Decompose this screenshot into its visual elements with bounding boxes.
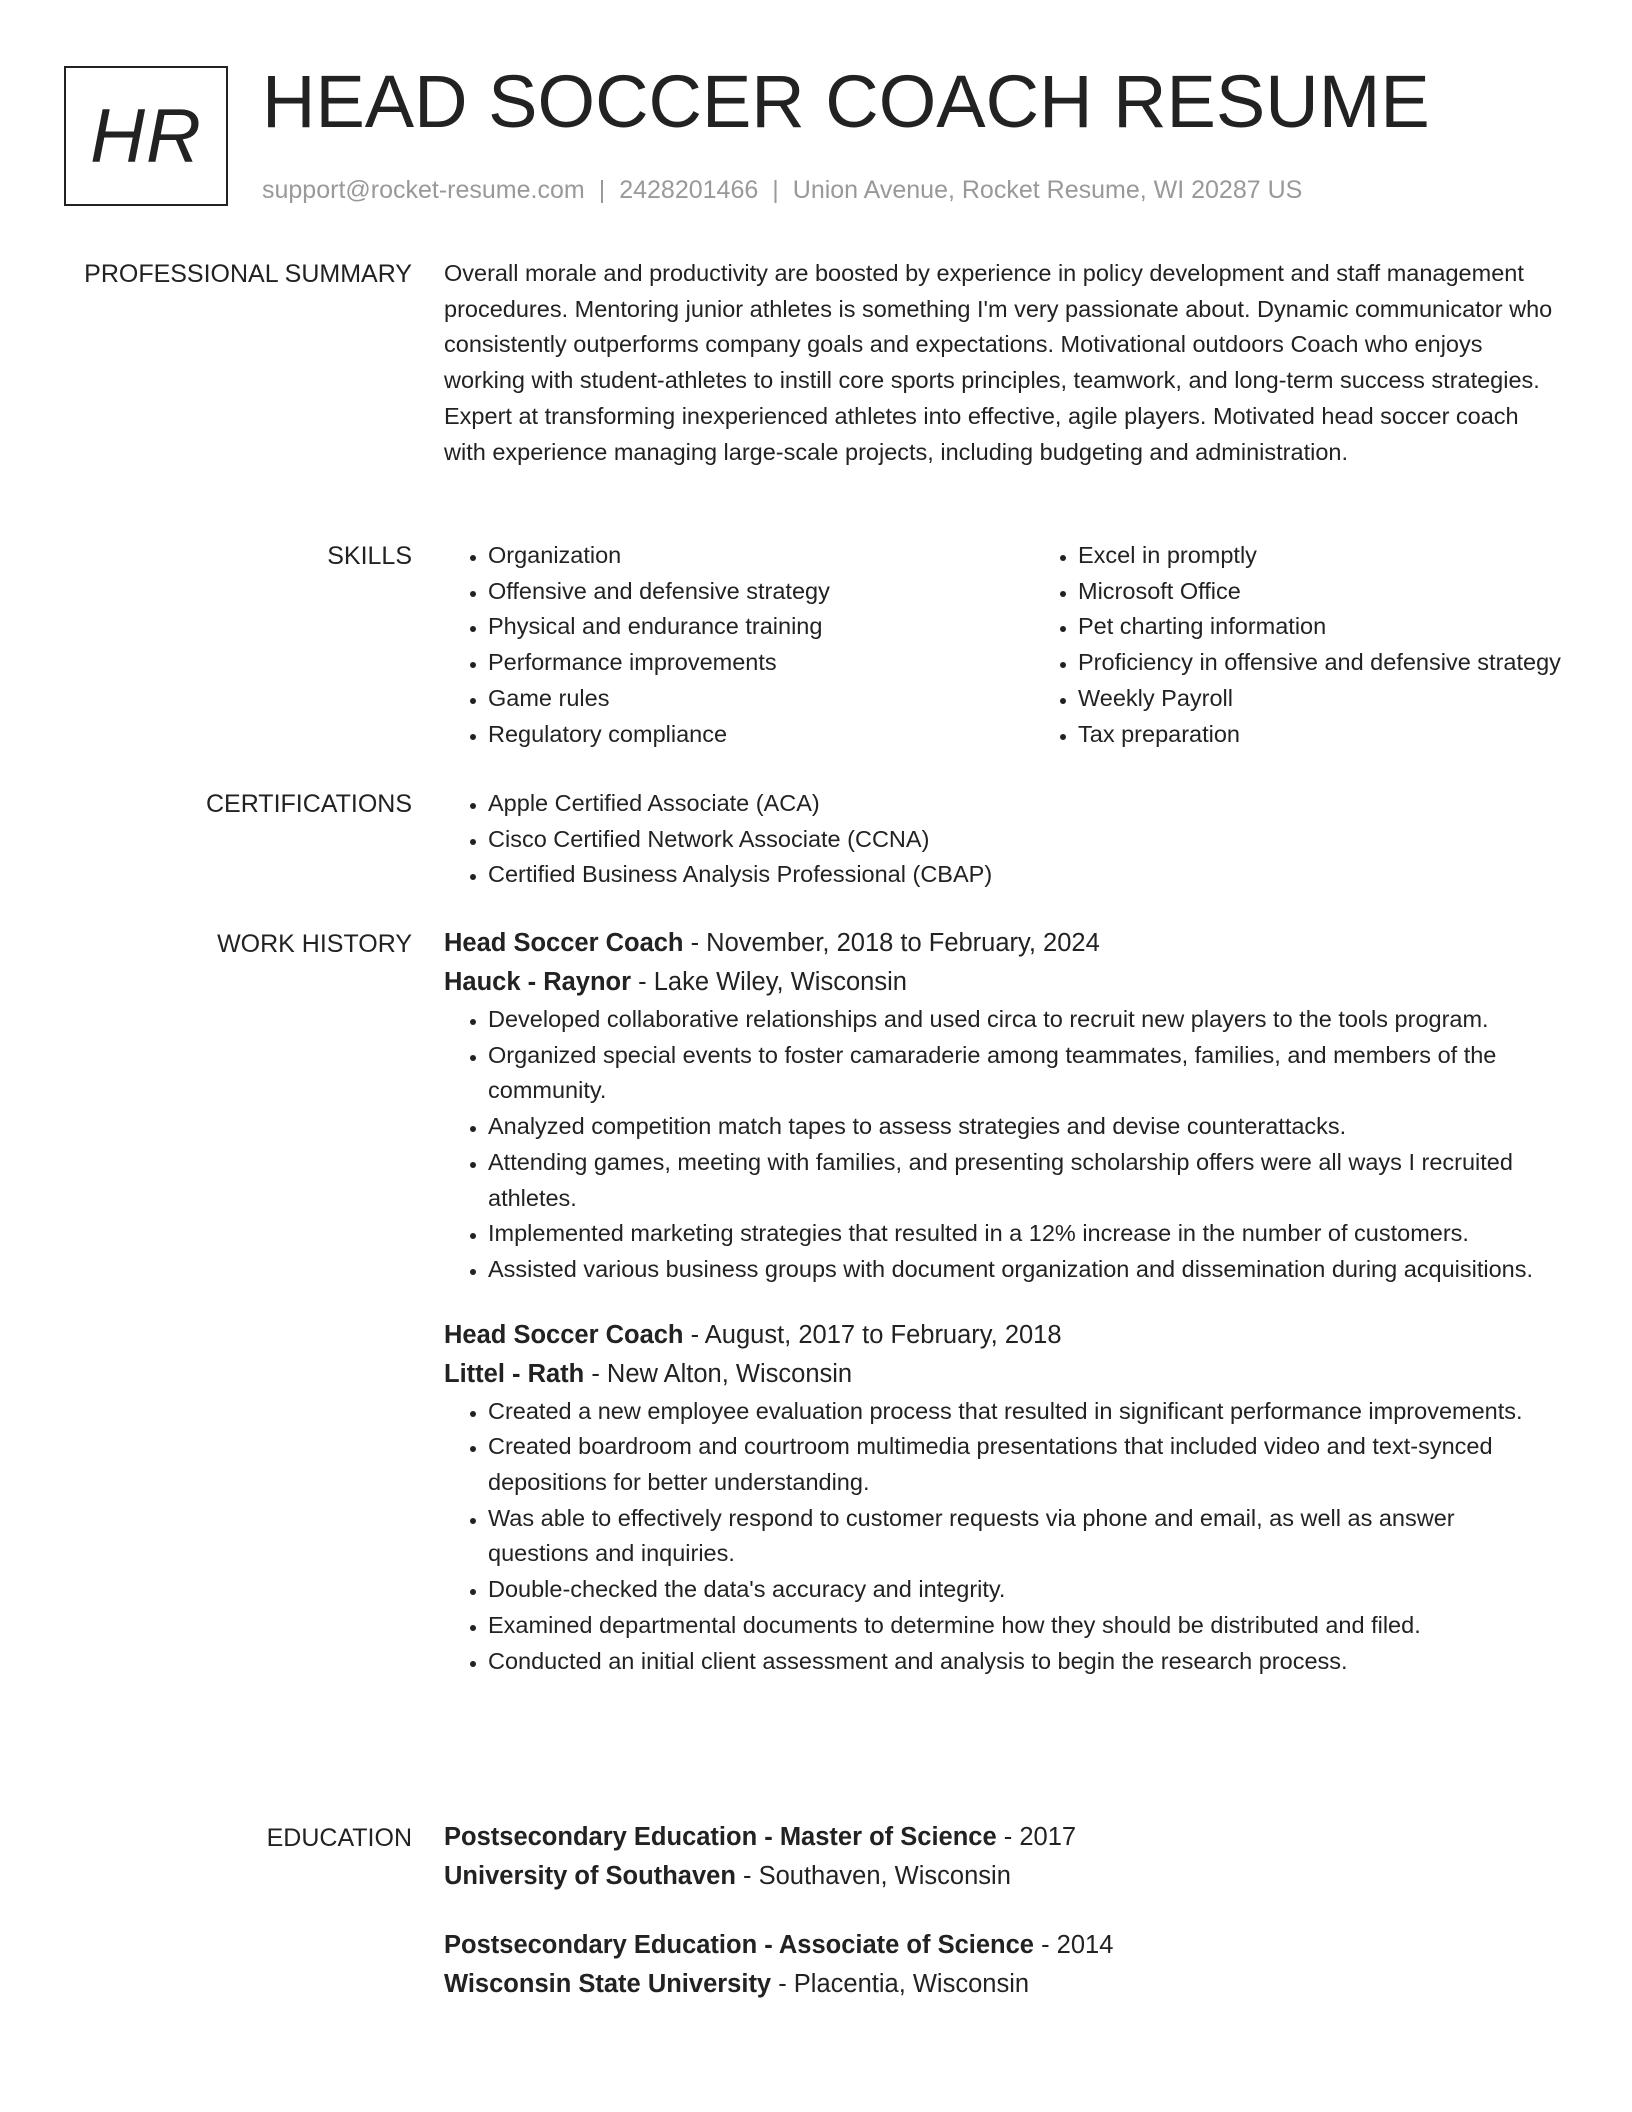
skill-item: • Performance improvements [488,645,1034,681]
job-company: Littel - Rath [444,1359,585,1388]
skill-item: • Pet charting information [1078,609,1632,645]
job-bullet: • Developed collaborative relationships and used circa to recruit new players to the tools program. [488,1002,1556,1038]
job-company-line [444,1355,1556,1394]
degree-line [444,1926,1556,1965]
skill-item: • Physical and endurance training [488,609,1034,645]
email-link[interactable]: support@rocket-resume.com [262,176,585,204]
job-dates: - August, 2017 to February, 2018 [690,1320,1062,1349]
contact-separator: | [598,176,606,204]
certification-item: • Certified Business Analysis Professional (CBAP) [488,857,1556,893]
job-location: - Lake Wiley, Wisconsin [638,968,907,996]
skill-item: • Tax preparation [1078,717,1632,753]
education-body [444,1818,1556,2004]
certification-item: • Apple Certified Associate (ACA) [488,786,1556,822]
skills-list-left [444,538,1034,752]
job-bullet: • Attending games, meeting with families, and presenting scholarship offers were all ways I recruited athletes. [488,1145,1556,1216]
resume-title: HEAD SOCCER COACH RESUME [262,60,1430,143]
section-label-certifications: CERTIFICATIONS [205,790,412,818]
section-label-education: EDUCATION [266,1824,412,1852]
graduation-year: - 2017 [1003,1823,1077,1851]
job-bullet: • Examined departmental documents to determine how they should be distributed and filed. [488,1608,1556,1644]
job-company: Hauck - Raynor [444,968,632,996]
degree: Postsecondary Education - Associate of Science [444,1931,1034,1959]
job-bullet: • Implemented marketing strategies that resulted in a 12% increase in the number of customers. [488,1216,1556,1252]
job-bullets [444,1002,1556,1288]
job-location: - New Alton, Wisconsin [591,1359,853,1388]
work-history-body [444,924,1556,1679]
degree-line [444,1818,1556,1857]
school-name: Wisconsin State University [444,1970,772,1998]
education-entry [444,1818,1556,1896]
school-name: University of Southaven [444,1862,736,1890]
contact-separator: | [772,176,779,204]
graduation-year: - 2014 [1041,1931,1114,1959]
contact-line [262,174,1302,206]
skills-body [444,538,1561,752]
skill-item: • Weekly Payroll [1078,681,1632,717]
certification-item: • Cisco Certified Network Associate (CCNA) [488,822,1556,858]
job-bullet: • Created a new employee evaluation process that resulted in significant performance improvements. [488,1394,1556,1430]
job-title-line [444,1316,1556,1355]
job-bullet: • Double-checked the data's accuracy and integrity. [488,1572,1556,1608]
skill-item: • Excel in promptly [1078,538,1632,574]
job-title-line [444,924,1556,963]
job-entry [444,1316,1556,1680]
skill-item: • Proficiency in offensive and defensive strategy [1078,645,1632,681]
job-bullet: • Assisted various business groups with document organization and dissemination during acquisitions. [488,1252,1556,1288]
skill-item: • Microsoft Office [1078,574,1632,610]
job-entry [444,924,1556,1288]
school-line [444,1857,1556,1896]
education-entry [444,1926,1556,2004]
skill-item: • Offensive and defensive strategy [488,574,1034,610]
section-label-skills: SKILLS [327,542,412,570]
job-bullet: • Created boardroom and courtroom multimedia presentations that included video and text-synced depositions for better understanding. [488,1429,1556,1500]
job-title: Head Soccer Coach [444,929,684,957]
section-label-work-history: WORK HISTORY [217,930,412,958]
monogram-logo: HR [64,66,228,206]
certifications-list [444,786,1556,893]
address: Union Avenue, Rocket Resume, WI 20287 US [792,176,1303,204]
skill-item: • Game rules [488,681,1034,717]
job-bullets [444,1394,1556,1680]
degree: Postsecondary Education - Master of Science [444,1823,997,1851]
certifications-body [444,786,1556,893]
skill-item: • Organization [488,538,1034,574]
job-dates: - November, 2018 to February, 2024 [690,929,1100,957]
school-location: - Placentia, Wisconsin [778,1970,1030,1998]
job-bullet: • Conducted an initial client assessment and analysis to begin the research process. [488,1644,1556,1680]
school-location: - Southaven, Wisconsin [743,1862,1011,1890]
job-company-line [444,963,1556,1002]
job-bullet: • Organized special events to foster camaraderie among teammates, families, and members of the community. [488,1038,1556,1109]
job-title: Head Soccer Coach [444,1320,684,1349]
school-line [444,1965,1556,2004]
skills-list-right [1034,538,1632,752]
job-bullet: • Analyzed competition match tapes to assess strategies and devise counterattacks. [488,1109,1556,1145]
section-label-summary: PROFESSIONAL SUMMARY [84,260,412,288]
summary-text: Overall morale and productivity are boosted by experience in policy development and staff management procedures. Mentoring junior athletes is something I'm very passionate about. Dynamic communicator who consistently outperforms company goals and expectations. Motivational outdoors Coach who enjoys working with student-athletes to instill core sports principles, teamwork, and long-term success strategies. Expert at transforming inexperienced athletes into effective, agile players. Motivated head soccer coach with experience managing large-scale projects, including budgeting and administration. [444,260,1553,465]
job-bullet: • Was able to effectively respond to customer requests via phone and email, as well as answer questions and inquiries. [488,1501,1556,1572]
phone-number: 2428201466 [619,176,759,204]
skill-item: • Regulatory compliance [488,717,1034,753]
